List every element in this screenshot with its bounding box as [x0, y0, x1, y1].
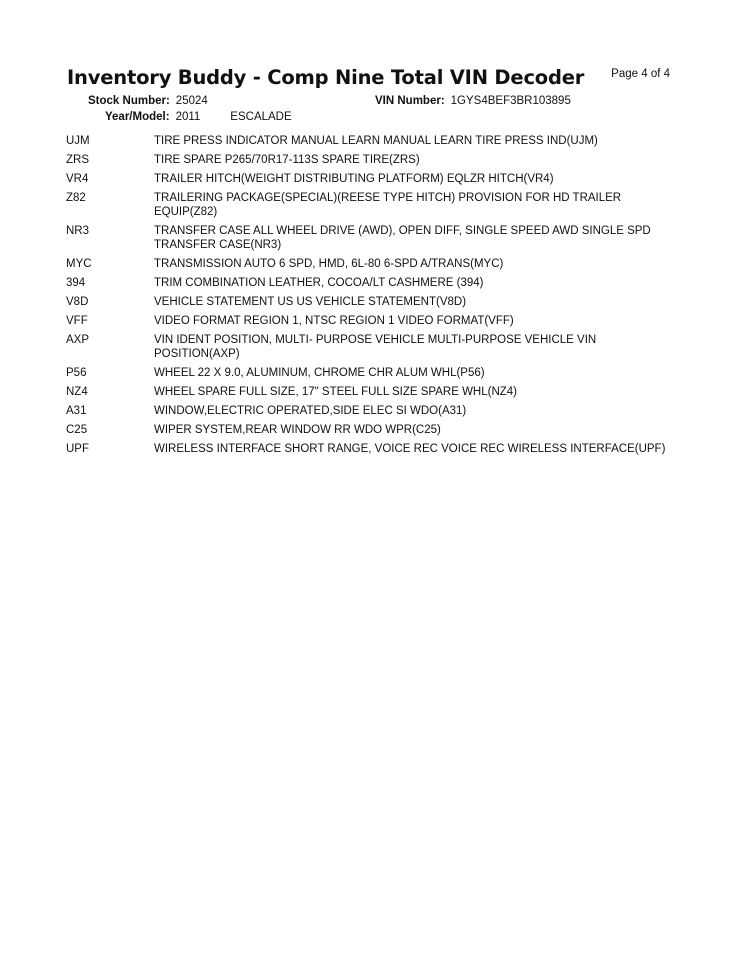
- option-code: VR4: [66, 173, 89, 185]
- option-description: WHEEL 22 X 9.0, ALUMINUM, CHROME CHR ALUM WHL(P56): [154, 367, 485, 379]
- stock-number-line: [88, 95, 208, 107]
- vin-number-line: [375, 95, 571, 107]
- option-code: VFF: [66, 315, 88, 327]
- page-number: Page 4 of 4: [611, 68, 670, 80]
- option-code: A31: [66, 405, 87, 417]
- option-code: 394: [66, 277, 86, 289]
- page-title: Inventory Buddy - Comp Nine Total VIN Decoder: [67, 66, 585, 89]
- option-code: UPF: [66, 443, 89, 455]
- option-description: TRIM COMBINATION LEATHER, COCOA/LT CASHMERE (394): [154, 277, 484, 289]
- vin-number-value: 1GYS4BEF3BR103895: [450, 95, 571, 107]
- option-code: Z82: [66, 192, 86, 204]
- option-row: [66, 366, 676, 380]
- year-model-label: Year/Model:: [105, 111, 170, 123]
- option-description: TIRE PRESS INDICATOR MANUAL LEARN MANUAL LEARN TIRE PRESS IND(UJM): [154, 135, 598, 147]
- option-code: ZRS: [66, 154, 89, 166]
- option-description: VIN IDENT POSITION, MULTI- PURPOSE VEHICLE MULTI-PURPOSE VEHICLE VIN POSITION(AXP): [154, 334, 597, 360]
- option-row: [66, 295, 676, 309]
- option-description: VIDEO FORMAT REGION 1, NTSC REGION 1 VIDEO FORMAT(VFF): [154, 315, 514, 327]
- option-row: [66, 423, 676, 437]
- option-code: V8D: [66, 296, 89, 308]
- option-row: [66, 276, 676, 290]
- option-code: NZ4: [66, 386, 88, 398]
- option-description: VEHICLE STATEMENT US US VEHICLE STATEMENT(V8D): [154, 296, 467, 308]
- option-code: AXP: [66, 334, 90, 346]
- option-row: [66, 442, 676, 456]
- option-description: WHEEL SPARE FULL SIZE, 17" STEEL FULL SIZE SPARE WHL(NZ4): [154, 386, 518, 398]
- option-code-list: [66, 134, 676, 461]
- option-row: [66, 314, 676, 328]
- option-row: [66, 134, 676, 148]
- option-description: WIPER SYSTEM,REAR WINDOW RR WDO WPR(C25): [154, 424, 441, 436]
- option-description: TRAILER HITCH(WEIGHT DISTRIBUTING PLATFORM) EQLZR HITCH(VR4): [154, 173, 554, 185]
- option-row: [66, 191, 676, 219]
- stock-number-label: Stock Number:: [88, 95, 170, 107]
- year-model-line: [105, 111, 292, 123]
- stock-number-value: 25024: [175, 95, 208, 107]
- year-value: 2011: [175, 111, 201, 123]
- option-description: TIRE SPARE P265/70R17-113S SPARE TIRE(ZRS): [154, 154, 420, 166]
- option-code: P56: [66, 367, 87, 379]
- option-description: WIRELESS INTERFACE SHORT RANGE, VOICE REC VOICE REC WIRELESS INTERFACE(UPF): [154, 443, 666, 455]
- option-code: UJM: [66, 135, 90, 147]
- option-description: TRANSFER CASE ALL WHEEL DRIVE (AWD), OPEN DIFF, SINGLE SPEED AWD SINGLE SPD TRANSFER CASE(NR3): [154, 225, 651, 251]
- option-row: [66, 257, 676, 271]
- option-row: [66, 385, 676, 399]
- option-row: [66, 153, 676, 167]
- option-code: MYC: [66, 258, 92, 270]
- option-row: [66, 172, 676, 186]
- vin-number-label: VIN Number:: [375, 95, 445, 107]
- option-row: [66, 404, 676, 418]
- option-description: WINDOW,ELECTRIC OPERATED,SIDE ELEC SI WDO(A31): [154, 405, 467, 417]
- option-row: [66, 333, 676, 361]
- model-value: ESCALADE: [230, 111, 292, 123]
- option-code: NR3: [66, 225, 90, 237]
- option-row: [66, 224, 676, 252]
- option-description: TRAILERING PACKAGE(SPECIAL)(REESE TYPE HITCH) PROVISION FOR HD TRAILER EQUIP(Z82): [154, 192, 622, 218]
- option-code: C25: [66, 424, 88, 436]
- option-description: TRANSMISSION AUTO 6 SPD, HMD, 6L-80 6-SPD A/TRANS(MYC): [154, 258, 504, 270]
